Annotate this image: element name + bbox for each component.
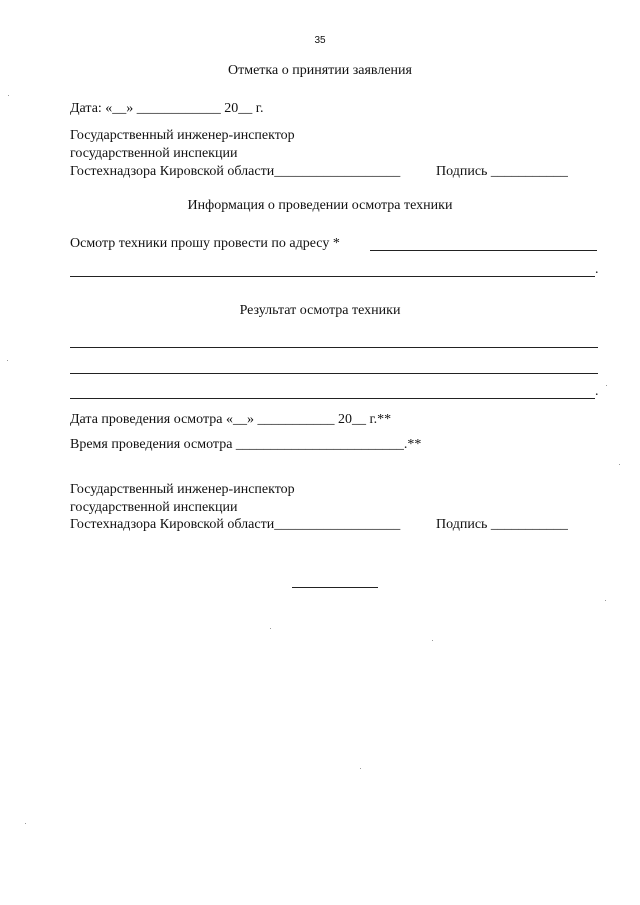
result-fill-line-1	[70, 347, 598, 348]
inspection-info-title: Информация о проведении осмотра техники	[187, 198, 453, 213]
address-fill-line	[370, 250, 597, 251]
page-number: 35	[314, 35, 326, 46]
scan-speck	[605, 600, 606, 601]
scan-speck	[25, 823, 26, 824]
scan-speck	[7, 360, 8, 361]
footnote-separator	[292, 587, 378, 588]
acceptance-inspector-line-3: Гостехнадзора Кировской области__________________	[70, 164, 401, 179]
acceptance-inspector-line-2: государственной инспекции	[70, 146, 238, 161]
acceptance-date-line: Дата: «__» ____________ 20__ г.	[70, 101, 264, 116]
acceptance-inspector-line-1: Государственный инженер-инспектор	[70, 128, 295, 143]
scan-speck	[606, 385, 607, 386]
result-fill-line-3	[70, 398, 595, 399]
result-fill-line-2	[70, 373, 598, 374]
scan-speck	[432, 640, 433, 641]
acceptance-signature-line: Подпись ___________	[436, 164, 568, 179]
scan-speck	[619, 464, 620, 465]
result-line-end: .	[595, 384, 599, 399]
address-fill-line-2	[70, 276, 595, 277]
acceptance-title: Отметка о принятии заявления	[228, 63, 412, 78]
inspection-time-line: Время проведения осмотра ________________________.**	[70, 437, 422, 452]
signoff-inspector-line-3: Гостехнадзора Кировской области__________________	[70, 517, 401, 532]
scan-speck	[270, 628, 271, 629]
inspection-date-line: Дата проведения осмотра «__» ___________ 20__ г.**	[70, 412, 392, 427]
inspection-address-label: Осмотр техники прошу провести по адресу *	[70, 236, 340, 251]
scan-speck	[360, 768, 361, 769]
result-title: Результат осмотра техники	[239, 303, 401, 318]
address-line-end: .	[595, 262, 599, 277]
signoff-signature-line: Подпись ___________	[436, 517, 568, 532]
signoff-inspector-line-2: государственной инспекции	[70, 500, 238, 515]
scan-speck	[8, 95, 9, 96]
signoff-inspector-line-1: Государственный инженер-инспектор	[70, 482, 295, 497]
